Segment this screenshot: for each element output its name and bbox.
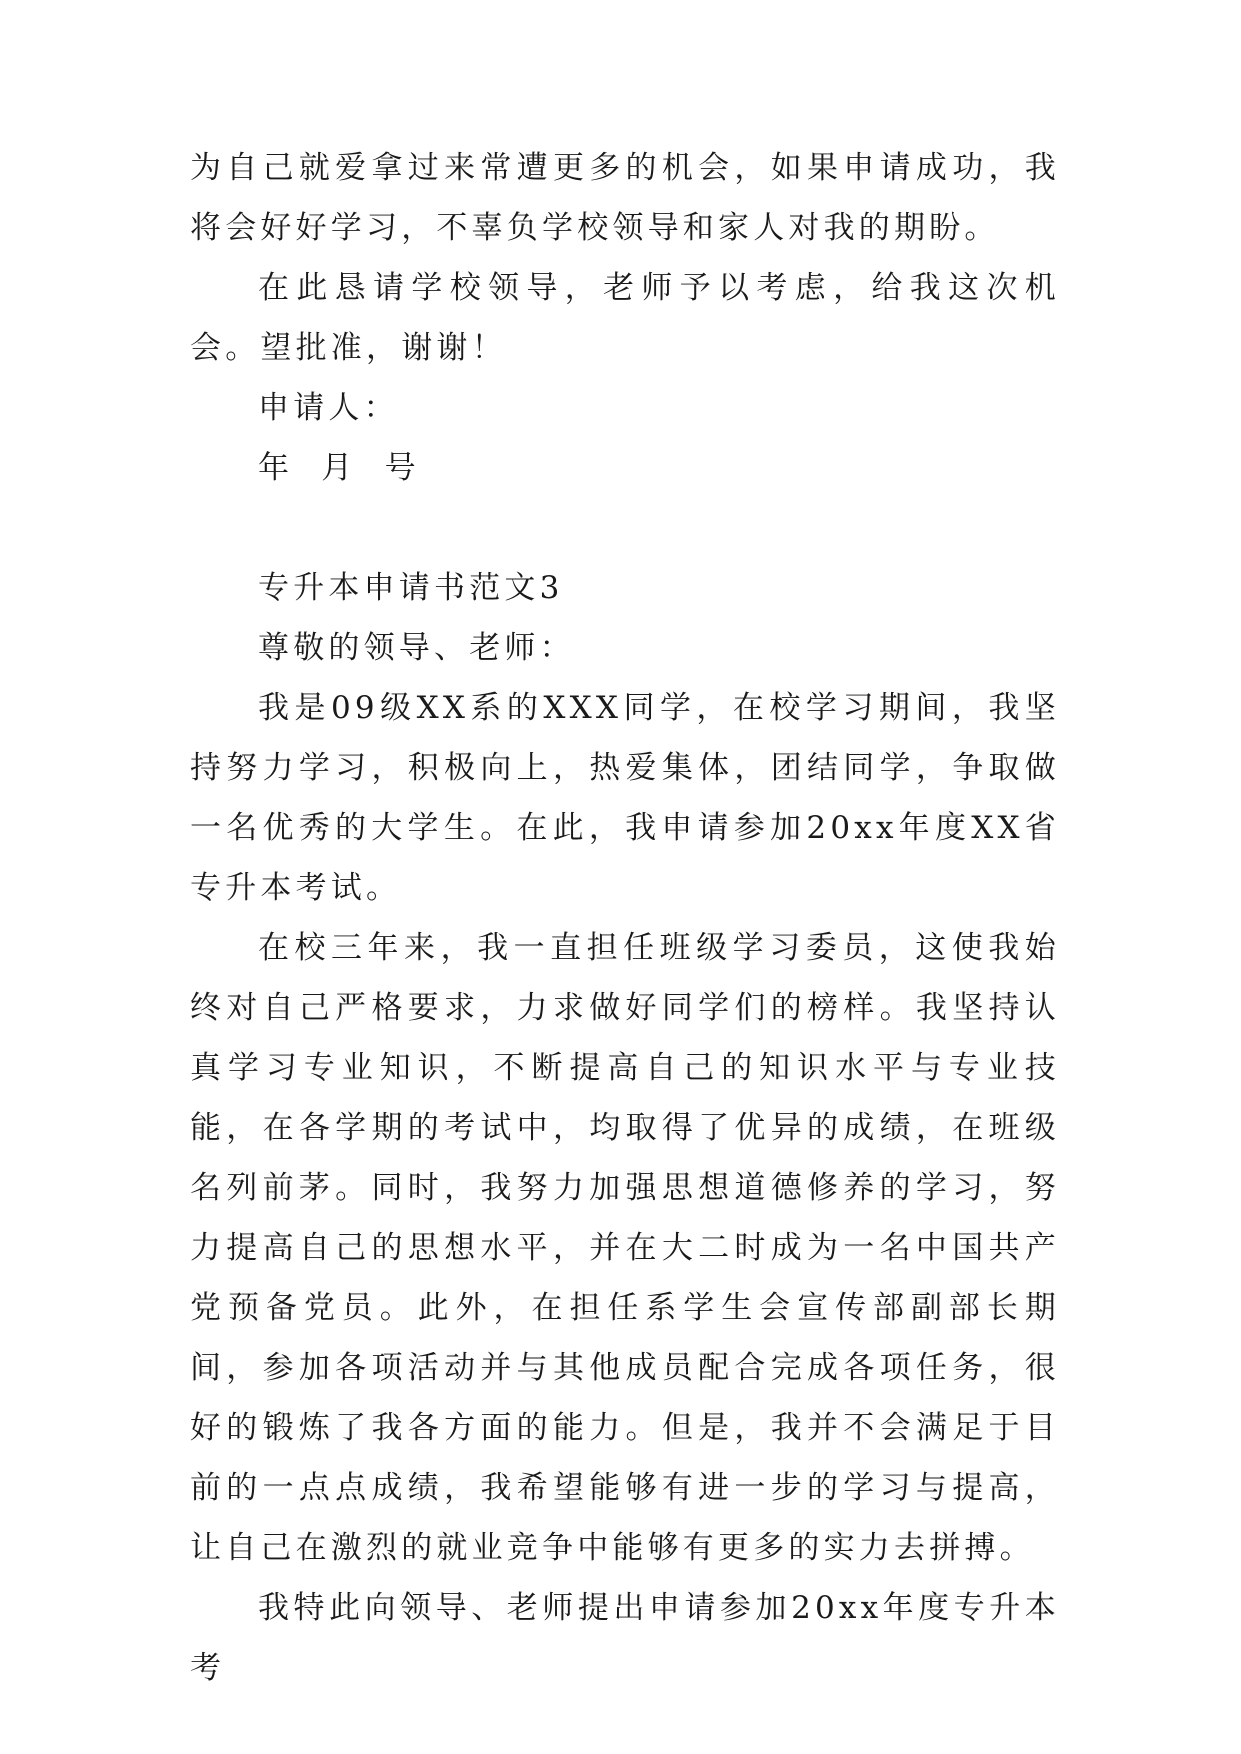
body-paragraph-3: 我特此向领导、老师提出申请参加20xx年度专升本考 bbox=[190, 1590, 1060, 1686]
date-line: 年 月 号 bbox=[258, 450, 420, 486]
body-paragraph-1: 我是09级XX系的XXX同学，在校学习期间，我坚持努力学习，积极向上，热爱集体，团结同学，争取做一名优秀的大学生。在此，我申请参加20xx年度XX省专升本考试。 bbox=[190, 690, 1060, 906]
applicant-label: 申请人： bbox=[258, 390, 399, 426]
continued-paragraph: 为自己就爱拿过来常遭更多的机会，如果申请成功，我将会好好学习，不辜负学校领导和家人对我的期盼。 bbox=[190, 150, 1060, 246]
section-gap bbox=[190, 498, 1060, 558]
body-paragraph-2: 在校三年来，我一直担任班级学习委员，这使我始终对自己严格要求，力求做好同学们的榜样。我坚持认真学习专业知识，不断提高自己的知识水平与专业技能，在各学期的考试中，均取得了优异的成绩，在班级名列前茅。同时，我努力加强思想道德修养的学习，努力提高自己的思想水平，并在大二时成为一名中国共产党预备党员。此外，在担任系学生会宣传部副部长期间，参加各项活动并与其他成员配合完成各项任务，很好的锻炼了我各方面的能力。但是，我并不会满足于目前的一点点成绩，我希望能够有进一步的学习与提高，让自己在激烈的就业竞争中能够有更多的实力去拼搏。 bbox=[190, 930, 1060, 1566]
section-title: 专升本申请书范文3 bbox=[258, 570, 564, 606]
document-body bbox=[190, 138, 1060, 1698]
request-paragraph: 在此恳请学校领导，老师予以考虑，给我这次机会。望批准，谢谢！ bbox=[190, 270, 1060, 366]
salutation: 尊敬的领导、老师： bbox=[258, 630, 575, 666]
